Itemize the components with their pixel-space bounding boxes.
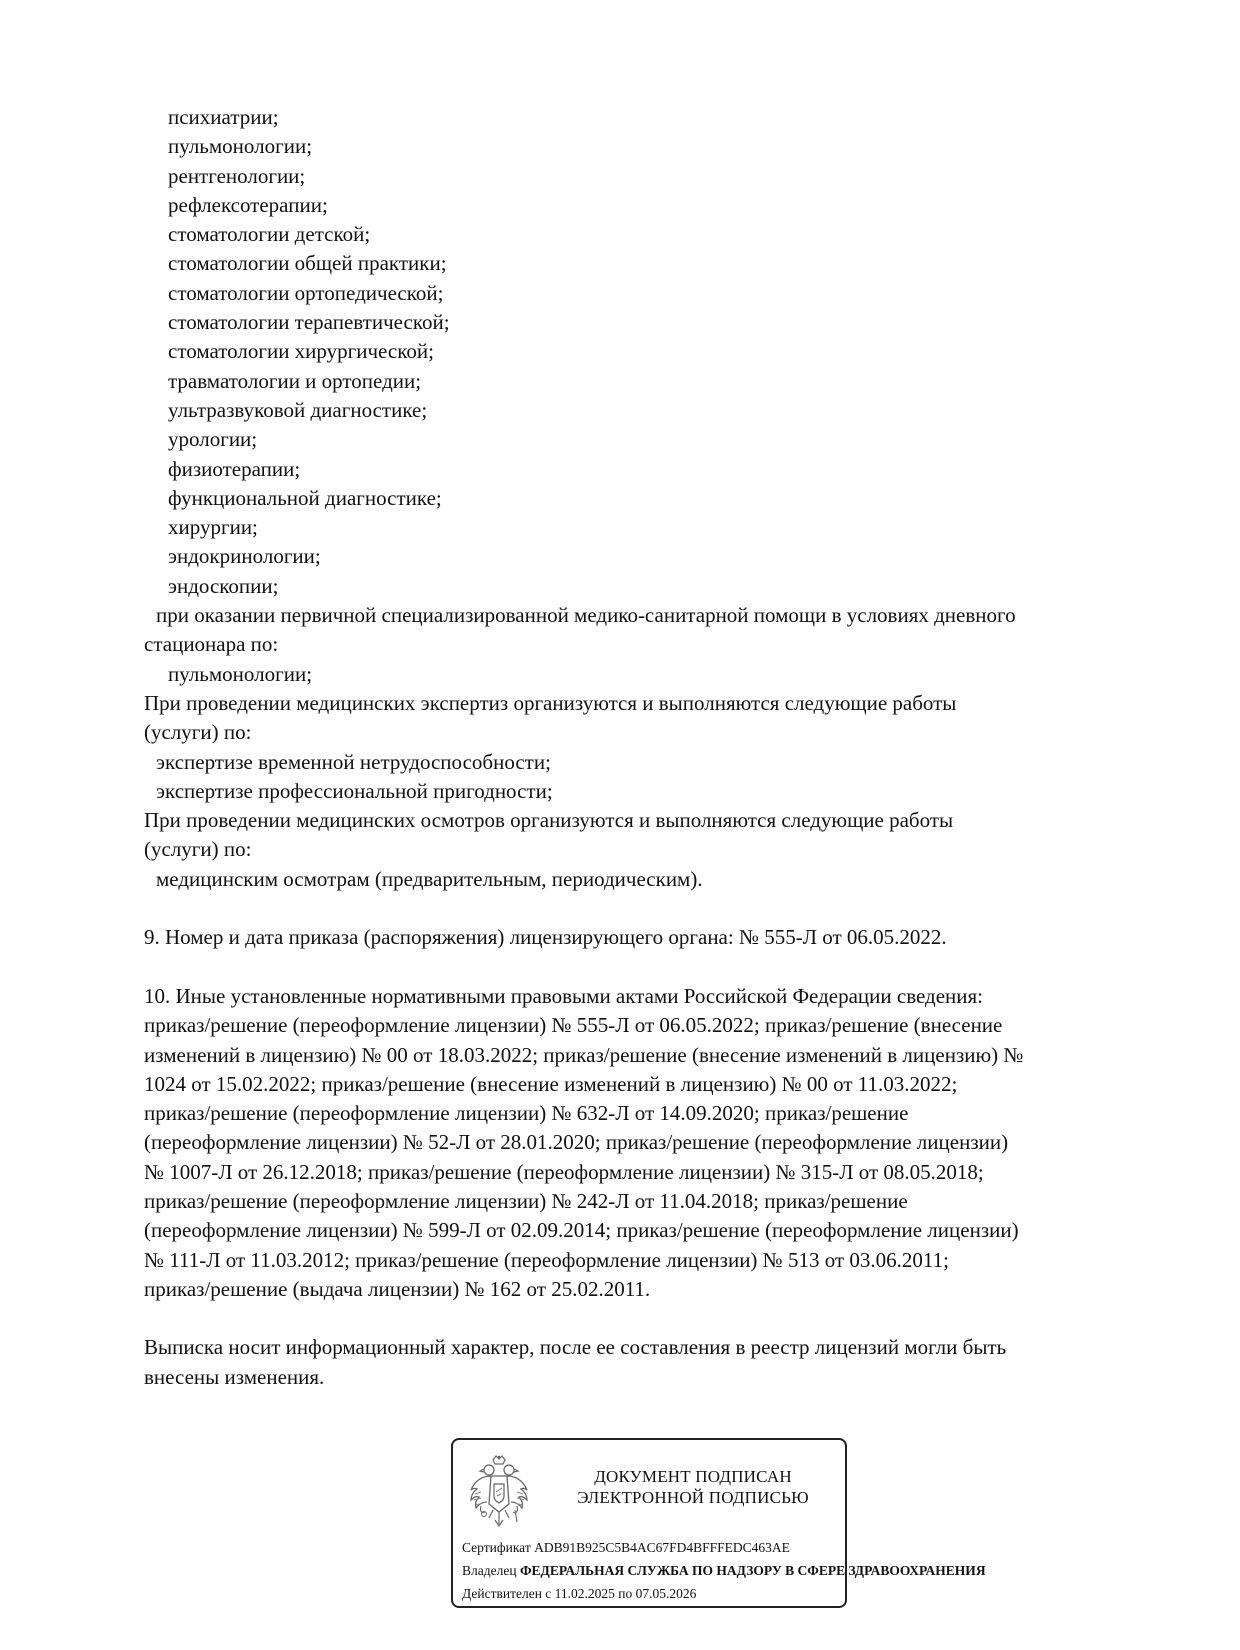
section-10-line: 1024 от 15.02.2022; приказ/решение (внесение изменений в лицензию) № 00 от 11.03.2022; bbox=[144, 1071, 958, 1096]
validity-row: Действителен с 11.02.2025 по 07.05.2026 bbox=[462, 1586, 697, 1601]
owner-row bbox=[462, 1559, 986, 1582]
list-item: стоматологии терапевтической; bbox=[168, 310, 450, 335]
day-hospital-heading: при оказании первичной специализированной медико-санитарной помощи в условиях дневного bbox=[156, 603, 1016, 628]
spacer bbox=[144, 953, 1164, 982]
expertise-heading-cont: (услуги) по: bbox=[144, 720, 252, 745]
list-item: физиотерапии; bbox=[168, 456, 301, 481]
list-item: эндоскопии; bbox=[168, 573, 279, 598]
section-10-line: № 1007-Л от 26.12.2018; приказ/решение (переоформление лицензии) № 315-Л от 08.05.2018; bbox=[144, 1159, 984, 1184]
spacer bbox=[144, 1304, 1164, 1333]
section-10-line: приказ/решение (переоформление лицензии) № 242-Л от 11.04.2018; приказ/решение bbox=[144, 1188, 908, 1213]
checkups-heading: При проведении медицинских осмотров организуются и выполняются следующие работы bbox=[144, 808, 954, 833]
stamp-title-line: ДОКУМЕНТ ПОДПИСАН bbox=[594, 1467, 792, 1486]
list-item: психиатрии; bbox=[168, 105, 279, 129]
list-item: функциональной диагностике; bbox=[168, 485, 442, 510]
section-10-line: № 111-Л от 11.03.2012; приказ/решение (переоформление лицензии) № 513 от 03.06.2011; bbox=[144, 1247, 949, 1272]
list-item: медицинским осмотрам (предварительным, периодическим). bbox=[156, 866, 703, 891]
coat-of-arms-icon bbox=[467, 1454, 531, 1536]
certificate-row bbox=[462, 1536, 892, 1559]
list-item: стоматологии хирургической; bbox=[168, 339, 434, 364]
document-body bbox=[144, 103, 1164, 1392]
section-10-line: 10. Иные установленные нормативными правовыми актами Российской Федерации сведения: bbox=[144, 983, 984, 1008]
notice-line: Выписка носит информационный характер, после ее составления в реестр лицензий могли быть bbox=[144, 1335, 1007, 1360]
certificate-label: Сертификат bbox=[462, 1540, 531, 1555]
section-10-line: приказ/решение (выдача лицензии) № 162 от 25.02.2011. bbox=[144, 1276, 651, 1301]
list-item: экспертизе профессиональной пригодности; bbox=[156, 778, 553, 803]
section-10-line: (переоформление лицензии) № 52-Л от 28.01.2020; приказ/решение (переоформление лицензии) bbox=[144, 1130, 1009, 1155]
day-hospital-section bbox=[144, 601, 1164, 689]
list-item: стоматологии детской; bbox=[168, 222, 371, 247]
section-10-line: (переоформление лицензии) № 599-Л от 02.09.2014; приказ/решение (переоформление лицензии) bbox=[144, 1218, 1019, 1243]
e-signature-stamp bbox=[451, 1438, 986, 1608]
section-10-line: приказ/решение (переоформление лицензии) № 632-Л от 14.09.2020; приказ/решение bbox=[144, 1101, 909, 1126]
section-10 bbox=[144, 982, 1164, 1304]
section-10-line: приказ/решение (переоформление лицензии) № 555-Л от 06.05.2022; приказ/решение (внесение bbox=[144, 1013, 1003, 1038]
list-item: урологии; bbox=[168, 427, 258, 452]
specialty-list bbox=[144, 103, 1164, 601]
list-item: пульмонологии; bbox=[168, 661, 313, 686]
owner-value: ФЕДЕРАЛЬНАЯ СЛУЖБА ПО НАДЗОРУ В СФЕРЕ ЗДРАВООХРАНЕНИЯ bbox=[519, 1563, 986, 1578]
list-item: стоматологии общей практики; bbox=[168, 251, 447, 276]
notice-line: внесены изменения. bbox=[144, 1364, 325, 1389]
list-item: эндокринологии; bbox=[168, 544, 321, 569]
certificate-value: ADB91B925C5B4AC67FD4BFFFEDC463AE bbox=[534, 1540, 790, 1555]
notice bbox=[144, 1333, 1164, 1392]
checkups-section bbox=[144, 806, 1164, 894]
list-item: ультразвуковой диагностике; bbox=[168, 397, 428, 422]
stamp-title-line: ЭЛЕКТРОННОЙ ПОДПИСЬЮ bbox=[577, 1488, 809, 1507]
list-item: стоматологии ортопедической; bbox=[168, 280, 444, 305]
list-item: хирургии; bbox=[168, 515, 258, 540]
owner-label: Владелец bbox=[462, 1563, 517, 1578]
list-item: экспертизе временной нетрудоспособности; bbox=[156, 749, 551, 774]
checkups-heading-cont: (услуги) по: bbox=[144, 837, 252, 862]
stamp-info bbox=[462, 1536, 986, 1605]
section-9: 9. Номер и дата приказа (распоряжения) лицензирующего органа: № 555-Л от 06.05.2022. bbox=[144, 925, 947, 950]
stamp-title bbox=[543, 1466, 843, 1508]
list-item: травматологии и ортопедии; bbox=[168, 368, 422, 393]
expertise-heading: При проведении медицинских экспертиз организуются и выполняются следующие работы bbox=[144, 690, 957, 715]
spacer bbox=[144, 894, 1164, 923]
list-item: рефлексотерапии; bbox=[168, 192, 328, 217]
day-hospital-heading-cont: стационара по: bbox=[144, 632, 279, 657]
expertise-section bbox=[144, 689, 1164, 806]
list-item: пульмонологии; bbox=[168, 134, 313, 159]
section-10-line: изменений в лицензию) № 00 от 18.03.2022; приказ/решение (внесение изменений в лицензию) № bbox=[144, 1042, 1024, 1067]
list-item: рентгенологии; bbox=[168, 163, 306, 188]
